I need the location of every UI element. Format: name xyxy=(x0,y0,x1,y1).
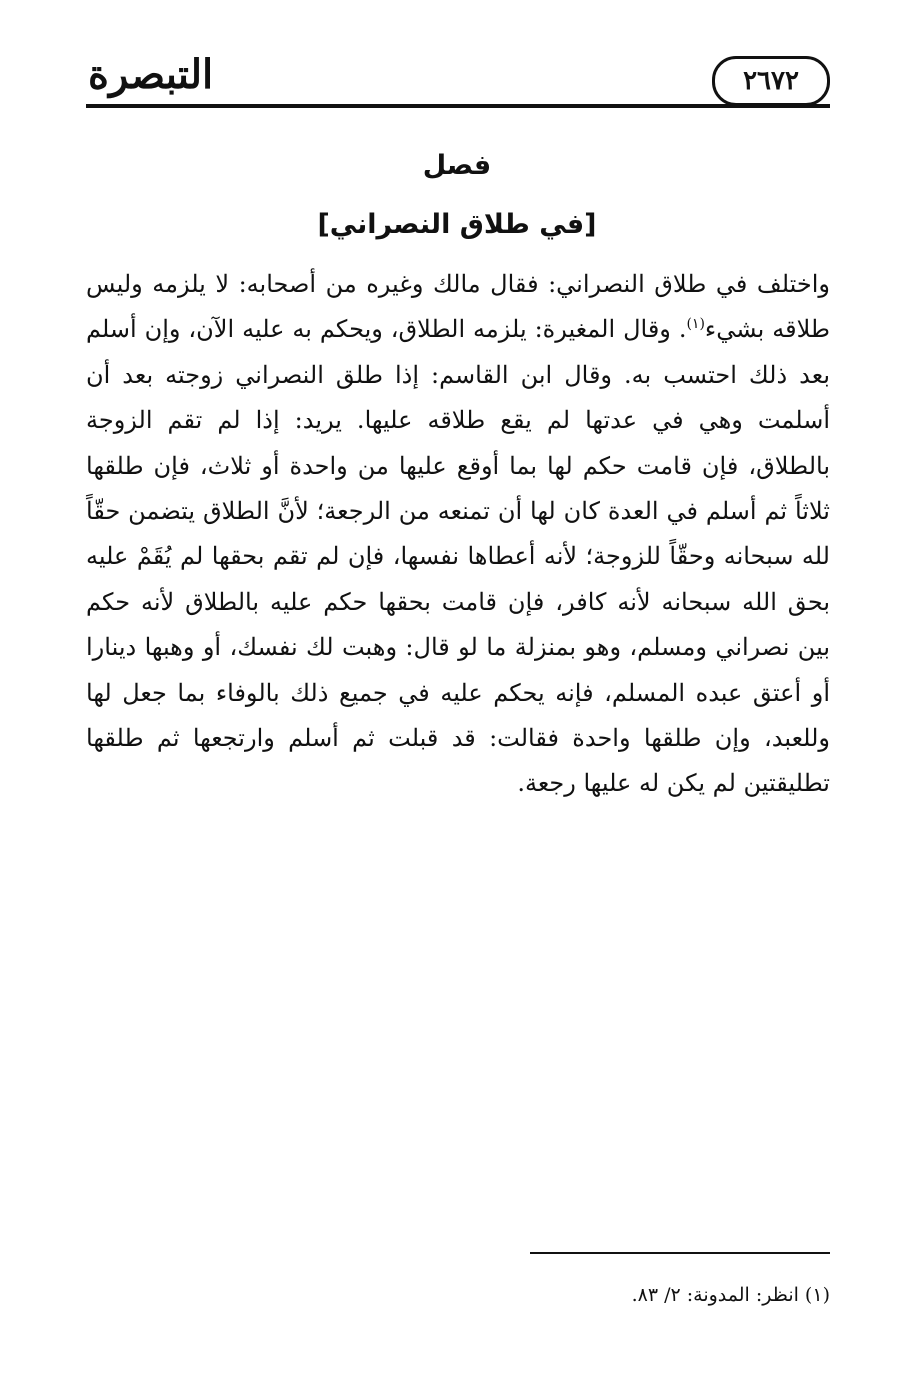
footnote: (١) انظر: المدونة: ٢/ ٨٣. xyxy=(631,1284,830,1306)
page-number: ٢٦٧٢ xyxy=(712,56,830,106)
section-title: فصل xyxy=(422,150,492,181)
book-title: التبصرة xyxy=(88,51,214,98)
page-header xyxy=(86,48,830,118)
section-subtitle: [في طلاق النصراني] xyxy=(317,209,597,240)
body-paragraph xyxy=(86,262,830,807)
body-text-part1: واختلف في طلاق النصراني: فقال مالك وغيره من أصحابه: لا يلزمه وليس طلاقه بشيء xyxy=(86,270,830,344)
body-text-part2: . وقال المغيرة: يلزمه الطلاق، ويحكم به عليه الآن، وإن أسلم بعد ذلك احتسب به. وقال ابن القاسم: إذا طلق النصراني زوجته بعد أن أسلمت وهي في عدتها لم يقع طلاقه عليها. يريد: إذا لم تقم الزوجة بالطلاق، فإن قامت حكم لها بما أوقع عليها من واحدة أو ثلاث، فإن طلقها ثلاثاً ثم أسلم في العدة كان لها أن تمنعه من الرجعة؛ لأنَّ الطلاق يتضمن حقّاً لله سبحانه وحقّاً للزوجة؛ لأنه أعطاها نفسها، فإن لم تقم بحقها لم يُقَمْ عليه بحق الله سبحانه لأنه كافر، فإن قامت بحقها حكم عليه بالطلاق لأنه حكم بين نصراني ومسلم، وهو بمنزلة ما لو قال: وهبت لك نفسك، أو وهبها دينارا أو أعتق عبده المسلم، فإنه يحكم عليه في جميع ذلك بالوفاء بما جعل لها وللعبد، وإن طلقها واحدة فقالت: قد قبلت ثم أسلم وارتجعها ثم طلقها تطليقتين لم يكن له عليها رجعة. xyxy=(86,315,830,798)
footnote-reference: (١) xyxy=(686,316,705,333)
footnote-separator xyxy=(530,1252,830,1254)
header-rule xyxy=(86,104,830,108)
